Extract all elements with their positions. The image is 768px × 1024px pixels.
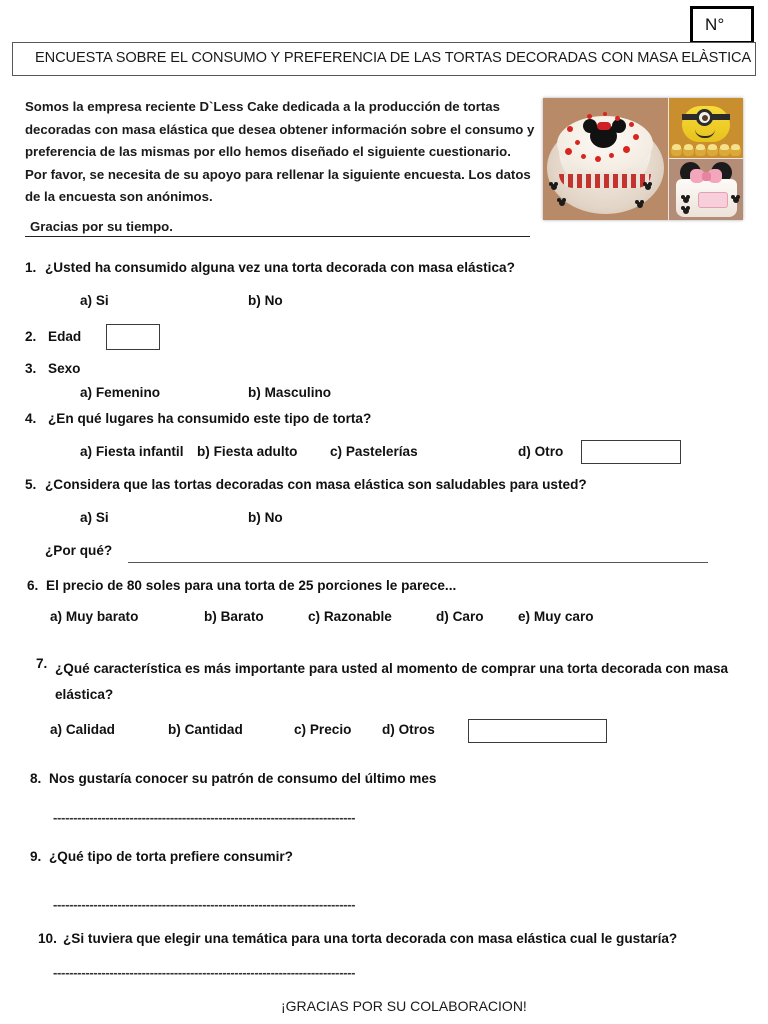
question-4-option-b[interactable]: b) Fiesta adulto — [197, 444, 298, 459]
cupcake-icon — [707, 144, 718, 156]
edad-input[interactable] — [106, 324, 160, 350]
question-4-number: 4. — [25, 411, 37, 426]
cake-dot — [609, 153, 614, 158]
cupcake-icon — [683, 144, 694, 156]
mini-minnie-icon — [681, 195, 690, 204]
cake-dot — [565, 148, 572, 155]
question-3-option-b[interactable]: b) Masculino — [248, 385, 332, 400]
question-7-otros-input[interactable] — [468, 719, 607, 743]
minion-pupil-icon — [702, 115, 708, 121]
question-7-option-b[interactable]: b) Cantidad — [168, 722, 243, 737]
cupcake-icon — [695, 144, 706, 156]
question-9-number: 9. — [30, 849, 42, 864]
question-8-text: Nos gustaría conocer su patrón de consumo del último mes — [49, 771, 437, 786]
cake-band-shape — [559, 174, 651, 188]
survey-number-label: N° — [705, 15, 725, 34]
intro-thanks: Gracias por su tiempo. — [30, 219, 173, 234]
question-9-answer-line[interactable]: --------------------------------------------------------------------------- — [53, 897, 356, 912]
question-6-option-d[interactable]: d) Caro — [436, 609, 484, 624]
mini-minnie-icon — [681, 206, 690, 215]
question-6-option-a[interactable]: a) Muy barato — [50, 609, 139, 624]
mini-minnie-icon — [643, 182, 652, 191]
question-6-option-e[interactable]: e) Muy caro — [518, 609, 594, 624]
cake-dot — [633, 134, 639, 140]
question-9-text: ¿Qué tipo de torta prefiere consumir? — [49, 849, 293, 864]
cake-dot — [595, 156, 601, 162]
question-7-option-c[interactable]: c) Precio — [294, 722, 352, 737]
question-10-text: ¿Si tuviera que elegir una temática para una torta decorada con masa elástica cual le gustaría? — [63, 931, 678, 946]
question-3-option-a[interactable]: a) Femenino — [80, 385, 161, 400]
mini-minnie-icon — [731, 195, 740, 204]
question-5-text: ¿Considera que las tortas decoradas con masa elástica son saludables para usted? — [45, 477, 587, 492]
minnie-bow-icon — [597, 122, 611, 130]
survey-title-box — [12, 42, 756, 76]
question-3-text: Sexo — [48, 361, 81, 376]
cupcake-icon — [730, 144, 741, 156]
question-5-number: 5. — [25, 477, 37, 492]
minnie-cake-photo — [543, 98, 668, 220]
question-5-followup-input[interactable] — [128, 562, 708, 563]
pink-bow-knot-icon — [702, 172, 711, 181]
cake-dot — [629, 122, 634, 127]
question-6-number: 6. — [27, 578, 39, 593]
question-1-option-b[interactable]: b) No — [248, 293, 283, 308]
cake-dot — [603, 112, 607, 116]
cupcake-icon — [719, 144, 730, 156]
cake-dot — [567, 126, 573, 132]
question-1-number: 1. — [25, 260, 37, 275]
question-7-number: 7. — [36, 656, 48, 671]
mini-minnie-icon — [635, 200, 644, 209]
question-6-option-c[interactable]: c) Razonable — [308, 609, 392, 624]
question-5-option-b[interactable]: b) No — [248, 510, 283, 525]
question-1-text: ¿Usted ha consumido alguna vez una torta decorada con masa elástica? — [45, 260, 515, 275]
question-8-answer-line[interactable]: --------------------------------------------------------------------------- — [53, 810, 356, 825]
question-4-option-a[interactable]: a) Fiesta infantil — [80, 444, 184, 459]
cake-dot — [623, 146, 630, 153]
question-7-option-d[interactable]: d) Otros — [382, 722, 435, 737]
pink-bow-cake-photo — [669, 159, 743, 220]
question-7-text: ¿Qué característica es más importante para usted al momento de comprar una torta decorada con masa elástica? — [55, 661, 729, 702]
question-6-text: El precio de 80 soles para una torta de 25 porciones le parece... — [46, 578, 457, 593]
cake-photo-collage — [543, 98, 743, 220]
cake-plaque-shape — [698, 192, 728, 208]
question-1-option-a[interactable]: a) Si — [80, 293, 109, 308]
question-5-followup-label: ¿Por qué? — [45, 543, 113, 558]
cake-dot — [615, 116, 620, 121]
page-title: ENCUESTA SOBRE EL CONSUMO Y PREFERENCIA DE LAS TORTAS DECORADAS CON MASA ELÀSTICA — [35, 50, 752, 66]
question-10-number: 10. — [38, 931, 57, 946]
mini-minnie-icon — [557, 198, 566, 207]
mini-minnie-icon — [549, 182, 558, 191]
cake-dot — [575, 140, 580, 145]
survey-number-box[interactable] — [690, 6, 754, 44]
question-2-text: Edad — [48, 329, 82, 344]
intro-paragraph: Somos la empresa reciente D`Less Cake dedicada a la producción de tortas decoradas con masa elástica que desea obtener información sobre el consumo y preferencia de las mismas por ello hemos diseñado el siguiente cuestionario. Por favor, se necesita de su apoyo para rellenar la siguiente encuesta. Los datos de la encuesta son anónimos. — [25, 99, 535, 204]
question-7-option-a[interactable]: a) Calidad — [50, 722, 115, 737]
question-2-number: 2. — [25, 329, 37, 344]
cake-dot — [581, 154, 586, 159]
question-6-option-b[interactable]: b) Barato — [204, 609, 264, 624]
question-5-option-a[interactable]: a) Si — [80, 510, 109, 525]
minion-cake-photo — [669, 98, 743, 158]
question-4-option-d[interactable]: d) Otro — [518, 444, 564, 459]
question-10-answer-line[interactable]: --------------------------------------------------------------------------- — [53, 965, 356, 980]
question-4-otro-input[interactable] — [581, 440, 681, 464]
closing-message: ¡GRACIAS POR SU COLABORACION! — [281, 998, 527, 1014]
question-8-number: 8. — [30, 771, 42, 786]
question-4-text: ¿En qué lugares ha consumido este tipo de torta? — [48, 411, 372, 426]
question-4-option-c[interactable]: c) Pastelerías — [330, 444, 418, 459]
cake-dot — [587, 114, 592, 119]
intro-divider — [25, 236, 530, 237]
cupcake-icon — [671, 144, 682, 156]
question-3-number: 3. — [25, 361, 37, 376]
